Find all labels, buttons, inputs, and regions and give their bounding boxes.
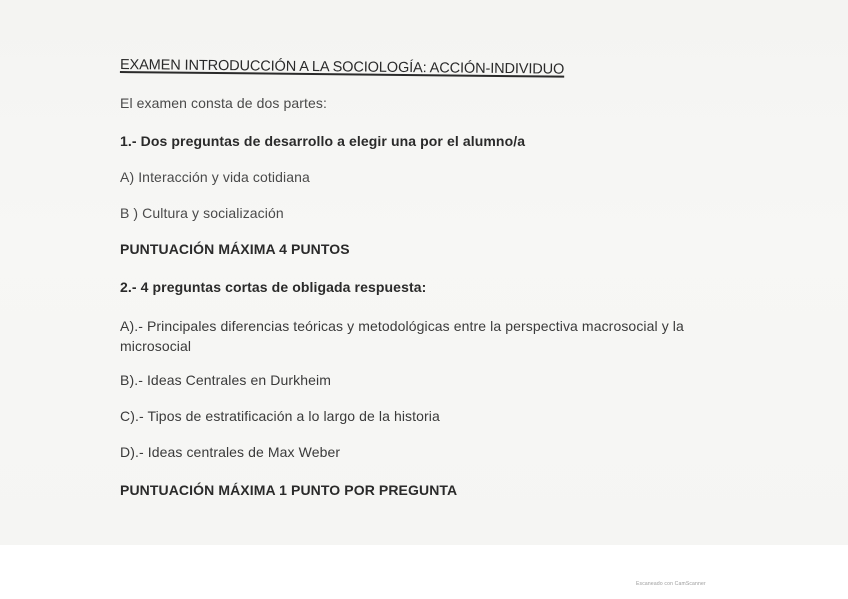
part2-question-d: D).- Ideas centrales de Max Weber bbox=[120, 444, 341, 460]
part1-option-b: B ) Cultura y socialización bbox=[120, 205, 284, 221]
exam-intro: El examen consta de dos partes: bbox=[120, 95, 327, 111]
part2-points: PUNTUACIÓN MÁXIMA 1 PUNTO POR PREGUNTA bbox=[120, 482, 458, 498]
page-bottom-margin bbox=[0, 545, 848, 599]
part1-points: PUNTUACIÓN MÁXIMA 4 PUNTOS bbox=[120, 241, 350, 257]
part1-heading: 1.- Dos preguntas de desarrollo a elegir una por el alumno/a bbox=[120, 133, 526, 149]
part2-heading: 2.- 4 preguntas cortas de obligada respuesta: bbox=[120, 279, 427, 295]
part2-question-c: C).- Tipos de estratificación a lo largo de la historia bbox=[120, 408, 440, 424]
part1-option-a: A) Interacción y vida cotidiana bbox=[120, 169, 310, 185]
scanner-watermark: Escaneado con CamScanner bbox=[636, 581, 706, 587]
part2-question-a: A).- Principales diferencias teóricas y metodológicas entre la perspectiva macrosocial y la microsocial bbox=[120, 318, 684, 354]
part2-question-b: B).- Ideas Centrales en Durkheim bbox=[120, 372, 331, 388]
exam-title: EXAMEN INTRODUCCIÓN A LA SOCIOLOGÍA: ACCIÓN-INDIVIDUO bbox=[119, 57, 565, 78]
